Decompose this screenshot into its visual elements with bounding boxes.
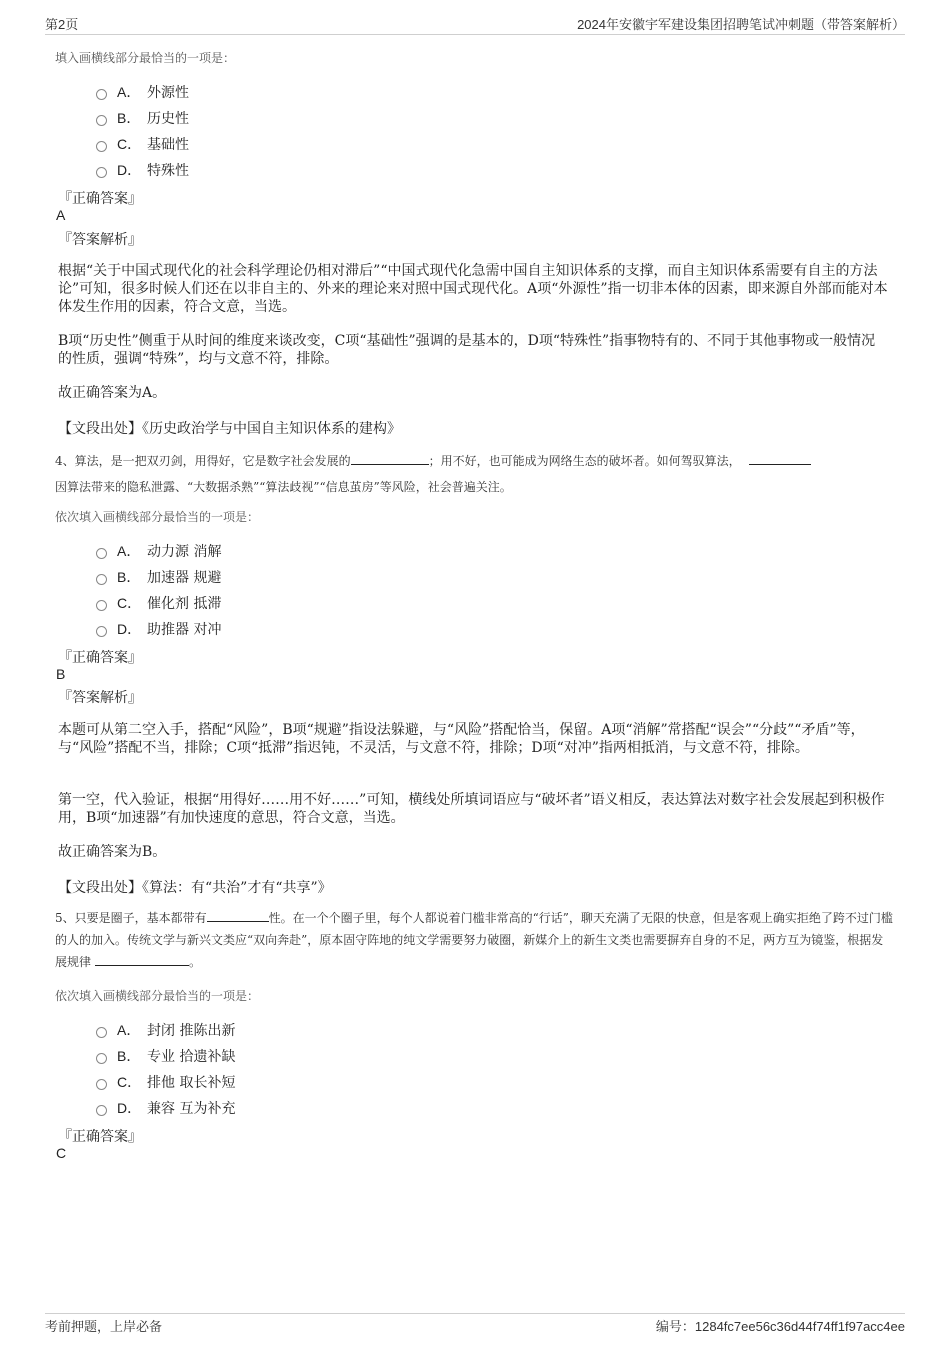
q4-stem: [55, 448, 895, 500]
option-text: 基础性: [147, 137, 189, 153]
q5-option-d[interactable]: [96, 1095, 235, 1121]
q3-analysis-label: 『答案解析』: [58, 232, 142, 248]
option-text: 动力源 消解: [147, 544, 222, 560]
document-title: 2024年安徽宇军建设集团招聘笔试冲刺题（带答案解析）: [577, 17, 905, 32]
option-letter: B．: [117, 569, 141, 585]
q3-source: 【文段出处】《历史政治学与中国自主知识体系的建构》: [58, 421, 401, 437]
q5-blank-1: [207, 907, 269, 922]
option-letter: B．: [117, 1048, 141, 1064]
q4-analysis-paragraph: 第一空，代入验证，根据“用得好……用不好……”可知，横线处所填词语应与“破坏者”语义相反，表达算法对数字社会发展起到积极作用，B项“加速器”有加快速度的意思，符合文意，当选。: [58, 792, 885, 826]
q5-option-c[interactable]: [96, 1069, 235, 1095]
option-text: 历史性: [147, 111, 189, 127]
radio-icon[interactable]: [96, 600, 107, 611]
option-letter: B．: [117, 110, 141, 126]
option-text: 排他 取长补短: [147, 1075, 236, 1091]
footer-slogan: 考前押题，上岸必备: [45, 1319, 163, 1334]
radio-icon[interactable]: [96, 626, 107, 637]
option-letter: D．: [117, 621, 142, 637]
option-text: 特殊性: [147, 163, 189, 179]
q4-option-a[interactable]: [96, 538, 221, 564]
page-header: [45, 12, 905, 35]
q4-analysis-paragraph: 本题可从第二空入手，搭配“风险”，B项“规避”指设法躲避，与“风险”搭配恰当，保留。A项“消解”常搭配“误会”“分歧”“矛盾”等，与“风险”搭配不当，排除；C项“抵滞”指迟钝，不灵活，与文意不符，排除；D项“对冲”指两相抵消，与文意不符，排除。: [58, 722, 865, 756]
option-letter: C．: [117, 595, 142, 611]
radio-icon[interactable]: [96, 548, 107, 559]
q4-stem-part: 4、算法，是一把双刃剑，用得好，它是数字社会发展的: [55, 454, 351, 468]
q3-analysis-conclusion: 故正确答案为A。: [58, 385, 167, 401]
q5-stem: [55, 907, 895, 973]
q5-answer-label: 『正确答案』: [58, 1129, 142, 1145]
option-letter: A．: [117, 1022, 141, 1038]
q3-answer: A: [56, 207, 66, 223]
q5-options: [96, 1017, 235, 1121]
q3-answer-label: 『正确答案』: [58, 191, 142, 207]
q4-analysis-label: 『答案解析』: [58, 690, 142, 706]
q4-option-c[interactable]: [96, 590, 221, 616]
radio-icon[interactable]: [96, 1053, 107, 1064]
radio-icon[interactable]: [96, 167, 107, 178]
document-id: 编号：1284fc7ee56c36d44f74ff1f97acc4ee: [655, 1319, 905, 1334]
radio-icon[interactable]: [96, 1027, 107, 1038]
q3-analysis-paragraph: B项“历史性”侧重于从时间的维度来谈改变，C项“基础性”强调的是基本的，D项“特殊性”指事物特有的、不同于其他事物或一般情况的性质，强调“特殊”，均与文意不符，排除。: [58, 333, 876, 367]
q3-instruction: 填入画横线部分最恰当的一项是：: [55, 51, 236, 65]
q4-option-d[interactable]: [96, 616, 221, 642]
option-letter: D．: [117, 162, 142, 178]
option-text: 助推器 对冲: [147, 622, 222, 638]
q5-answer: C: [56, 1145, 67, 1161]
q3-analysis-paragraph: 根据“关于中国式现代化的社会科学理论仍相对滞后”“中国式现代化急需中国自主知识体系的支撑，而自主知识体系需要有自主的方法论”可知，很多时候人们还在以非自主的、外来的理论来对照中国式现代化。A项“外源性”指一切非本体的因素，即来源自外部而能对本体发生作用的因素，符合文意，当选。: [58, 263, 888, 315]
option-letter: C．: [117, 1074, 142, 1090]
radio-icon[interactable]: [96, 141, 107, 152]
option-letter: D．: [117, 1100, 142, 1116]
q4-blank-2: [749, 450, 811, 465]
radio-icon[interactable]: [96, 115, 107, 126]
radio-icon[interactable]: [96, 1079, 107, 1090]
q5-option-a[interactable]: [96, 1017, 235, 1043]
q4-options: [96, 538, 221, 642]
option-text: 外源性: [147, 85, 189, 101]
radio-icon[interactable]: [96, 89, 107, 100]
q4-analysis-conclusion: 故正确答案为B。: [58, 844, 167, 860]
option-text: 兼容 互为补充: [147, 1101, 236, 1117]
q4-instruction: 依次填入画横线部分最恰当的一项是：: [55, 510, 260, 524]
q5-stem-part: 5、只要是圈子，基本都带有: [55, 911, 207, 925]
option-text: 封闭 推陈出新: [147, 1023, 236, 1039]
q3-option-d[interactable]: [96, 157, 189, 183]
q4-blank-1: [351, 450, 429, 465]
q5-blank-2: [95, 951, 189, 966]
q4-answer-label: 『正确答案』: [58, 650, 142, 666]
page-number: 第2页: [45, 17, 79, 32]
q5-stem-part: 。: [189, 955, 202, 969]
option-letter: A．: [117, 84, 141, 100]
q3-option-a[interactable]: [96, 79, 189, 105]
option-letter: A．: [117, 543, 141, 559]
q4-answer: B: [56, 666, 66, 682]
q4-option-b[interactable]: [96, 564, 221, 590]
q3-option-b[interactable]: [96, 105, 189, 131]
q5-stem-part: 性。在一个个圈子里，每个人都说着门槛非常高的“行话”，聊天充满了无限的快意，但是客观上确实拒绝了跨不过门槛的人的加入。传统文学与新兴文类应“双向奔赴”，原本固守阵地的纯文学需要努力破圈，新媒介上的新生文类也需要摒弃自身的不足，两方互为镜鉴，根据发展规律: [55, 911, 893, 969]
q3-option-c[interactable]: [96, 131, 189, 157]
q5-option-b[interactable]: [96, 1043, 235, 1069]
q4-stem-part: 因算法带来的隐私泄露、“大数据杀熟”“算法歧视”“信息茧房”等风险，社会普遍关注。: [55, 480, 512, 494]
option-letter: C．: [117, 136, 142, 152]
option-text: 催化剂 抵滞: [147, 596, 222, 612]
q4-source: 【文段出处】《算法：有“共治”才有“共享”》: [58, 880, 332, 896]
option-text: 专业 拾遗补缺: [147, 1049, 236, 1065]
q3-options: [96, 79, 189, 183]
option-text: 加速器 规避: [147, 570, 222, 586]
q5-instruction: 依次填入画横线部分最恰当的一项是：: [55, 989, 260, 1003]
radio-icon[interactable]: [96, 574, 107, 585]
q4-stem-part: ；用不好，也可能成为网络生态的破坏者。如何驾驭算法，: [428, 454, 741, 468]
page-footer: [45, 1313, 905, 1336]
radio-icon[interactable]: [96, 1105, 107, 1116]
